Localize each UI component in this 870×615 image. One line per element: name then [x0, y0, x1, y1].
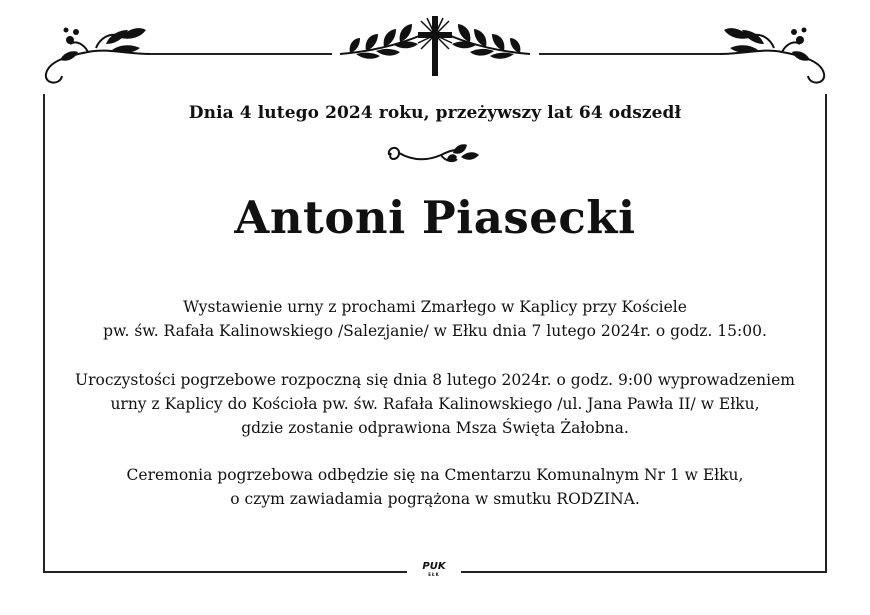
corner-flourish-icon: [36, 18, 156, 88]
paragraph-cemetery: [60, 463, 810, 511]
cross-icon: [414, 14, 456, 78]
logo-main-text: PUK: [422, 561, 446, 572]
frame-bottom-border-right: [461, 571, 827, 573]
paragraph-funeral-ceremony: [60, 368, 810, 440]
frame-left-border: [43, 94, 45, 572]
frame-top-line-right: [539, 53, 721, 55]
death-date-line: Dnia 4 lutego 2024 roku, przeżywszy lat 64 odszedł: [188, 103, 682, 123]
puk-logo: [414, 562, 454, 577]
deceased-name: Antoni Piasecki: [234, 191, 636, 244]
corner-flourish-icon: [714, 18, 834, 88]
paragraph-line: urny z Kaplicy do Kościoła pw. św. Rafała Kalinowskiego /ul. Jana Pawła II/ w Ełku,: [110, 395, 760, 413]
divider-flourish-icon: [383, 141, 487, 169]
paragraph-line: Ceremonia pogrzebowa odbędzie się na Cmentarzu Komunalnym Nr 1 w Ełku,: [126, 466, 744, 484]
paragraph-line: Uroczystości pogrzebowe rozpoczną się dnia 8 lutego 2024r. o godz. 9:00 wyprowadzeniem: [75, 371, 795, 389]
paragraph-line: Wystawienie urny z prochami Zmarłego w Kaplicy przy Kościele: [183, 298, 687, 316]
frame-top-line-left: [150, 53, 332, 55]
frame-bottom-border-left: [43, 571, 407, 573]
paragraph-urn-display: [60, 295, 810, 343]
logo-sub-text: EŁK: [428, 572, 440, 577]
paragraph-line: o czym zawiadamia pogrążona w smutku RODZINA.: [230, 490, 640, 508]
paragraph-line: gdzie zostanie odprawiona Msza Święta Żałobna.: [241, 419, 629, 437]
frame-right-border: [825, 94, 827, 572]
paragraph-line: pw. św. Rafała Kalinowskiego /Salezjanie/ w Ełku dnia 7 lutego 2024r. o godz. 15:00.: [103, 322, 767, 340]
